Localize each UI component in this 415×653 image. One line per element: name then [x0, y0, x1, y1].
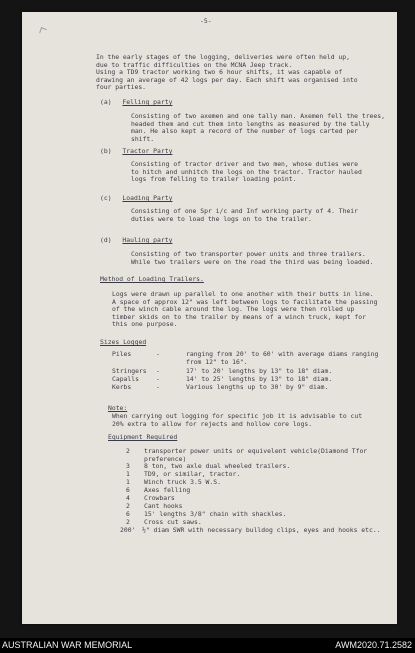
text-line: Winch truck 3.5 W.S.	[144, 478, 221, 486]
party-body-loading	[131, 208, 358, 223]
text-line: transporter power units or equivelent vehicle(Diamond Tfor	[144, 447, 368, 455]
text-line: Consisting of two transporter power units and three trailers.	[131, 250, 366, 258]
text-line: due to traffic difficulties on the MCNA Jeep track.	[96, 60, 293, 69]
equipment-qty: 1	[126, 470, 130, 478]
party-body-hauling	[131, 251, 373, 266]
equipment-qty: 2	[126, 518, 130, 526]
pencil-mark-icon	[39, 27, 47, 35]
text-line: ½" diam SWR with necessary bulldog clips, eyes and hooks etc..	[142, 526, 381, 534]
equipment-list	[120, 447, 392, 535]
size-dash: -	[156, 350, 160, 358]
text-line: Axes felling	[144, 486, 191, 494]
party-title: Loading Party	[122, 194, 173, 202]
text-line: preference)	[144, 454, 187, 463]
text-line: this one purpose.	[112, 320, 178, 329]
text-line: four parties.	[96, 83, 147, 92]
equipment-qty: 4	[126, 494, 130, 502]
sizes-row-piles	[112, 350, 379, 366]
text-line: Consisting of tractor driver and two men, whose duties were	[131, 160, 359, 168]
footer-bar	[0, 638, 415, 653]
text-line: duties were to load the logs on to the trailer.	[131, 214, 312, 223]
party-label: (c)	[100, 194, 112, 202]
text-line: Using a TD9 tractor working two 6 hour shifts, it was capable of	[96, 68, 343, 77]
equipment-qty: 1	[126, 478, 130, 486]
text-line: drawing an average of 42 logs per day. Each shift was organised into	[96, 75, 358, 84]
party-heading-tractor	[100, 148, 172, 156]
footer-institution: AUSTRALIAN WAR MEMORIAL	[2, 640, 133, 650]
list-item	[120, 527, 392, 535]
text-line: Cross cut saws.	[144, 518, 202, 526]
equipment-qty: 200'	[120, 526, 136, 534]
text-line: 8 ton, two axle dual wheeled trailers.	[144, 462, 291, 470]
page-number: -5-	[200, 17, 212, 25]
text-line: When carrying out logging for specific job it is advisable to cut	[112, 412, 363, 420]
equipment-qty: 3	[126, 462, 130, 470]
party-label: (d)	[100, 236, 112, 244]
text-line: Consisting of two axemen and one tally man. Axemen fell the trees,	[131, 112, 385, 120]
note-paragraph	[112, 413, 362, 428]
party-title: Felling party	[122, 98, 173, 106]
size-dash: -	[156, 367, 160, 375]
size-dash: -	[156, 383, 160, 391]
text-line: 17' to 20' lengths by 13" to 18" diam.	[186, 367, 333, 375]
text-line: shift.	[131, 134, 155, 143]
text-line: TD9, or similar, tractor.	[144, 470, 241, 478]
text-line: Logs were drawn up parallel to one another with their butts in line.	[112, 290, 374, 298]
party-heading-loading	[100, 195, 172, 203]
text-line: of the winch cable around the log. The logs were then rolled up	[112, 305, 355, 314]
intro-paragraph	[96, 54, 358, 92]
section-heading-equipment: Equipment Required	[108, 433, 178, 441]
text-line: 14' to 25' lengths by 13" to 18" diam.	[186, 375, 333, 383]
text-line: ranging from 20' to 60' with average diams ranging	[186, 350, 379, 358]
document-page	[22, 12, 397, 624]
size-name: Capalls	[112, 375, 139, 383]
party-title: Hauling party	[122, 236, 173, 244]
equipment-qty: 2	[126, 447, 130, 455]
text-line: While two trailers were on the road the third was being loaded.	[131, 257, 374, 266]
text-line: 20% extra to allow for rejects and hollow core logs.	[112, 419, 313, 428]
party-heading-felling	[100, 99, 172, 107]
party-label: (a)	[100, 98, 112, 106]
party-label: (b)	[100, 147, 112, 155]
section-heading-sizes: Sizes Logged	[100, 338, 147, 346]
party-title: Tractor Party	[122, 147, 173, 155]
size-name: Kerbs	[112, 383, 132, 391]
equipment-qty: 2	[126, 502, 130, 510]
equipment-qty: 6	[126, 486, 130, 494]
size-name: Piles	[112, 350, 132, 358]
size-name: Stringers	[112, 367, 147, 375]
text-line: man. He also kept a record of the number of logs carted per	[131, 127, 359, 136]
text-line: Cant hooks	[144, 502, 183, 510]
text-line: logs from felling to trailer loading point.	[131, 175, 297, 184]
size-dash: -	[156, 375, 160, 383]
list-item	[126, 448, 392, 463]
text-line: timber skids on to the trailer by means of a winch truck, kept for	[112, 312, 366, 321]
text-line: Crowbars	[144, 494, 175, 502]
text-line: from 12" to 16".	[186, 357, 248, 366]
text-line: In the early stages of the logging, deliveries were often held up,	[96, 53, 350, 61]
equipment-qty: 6	[126, 510, 130, 518]
text-line: Various lengths up to 30' by 9" diam.	[186, 383, 329, 391]
text-line: headed them and cut them into lengths as measured by the tally	[131, 119, 370, 128]
footer-accession-id: AWM2020.71.2582	[335, 640, 412, 650]
sizes-row-kerbs	[112, 383, 329, 392]
loading-paragraph	[112, 291, 377, 329]
party-body-felling	[131, 113, 385, 143]
section-heading-note: Note:	[108, 404, 128, 412]
party-heading-hauling	[100, 237, 172, 245]
section-heading-loading: Method of Loading Trailers.	[100, 275, 204, 283]
text-line: A space of approx 12" was left between logs to facilitate the passing	[112, 297, 378, 306]
text-line: Consisting of one Spr i/c and Inf working party of 4. Their	[131, 207, 359, 215]
text-line: 15' lengths 3/8" chain with shackles.	[144, 510, 287, 518]
party-body-tractor	[131, 161, 362, 184]
text-line: to hitch and unhitch the logs on the tractor. Tractor hauled	[131, 167, 362, 176]
